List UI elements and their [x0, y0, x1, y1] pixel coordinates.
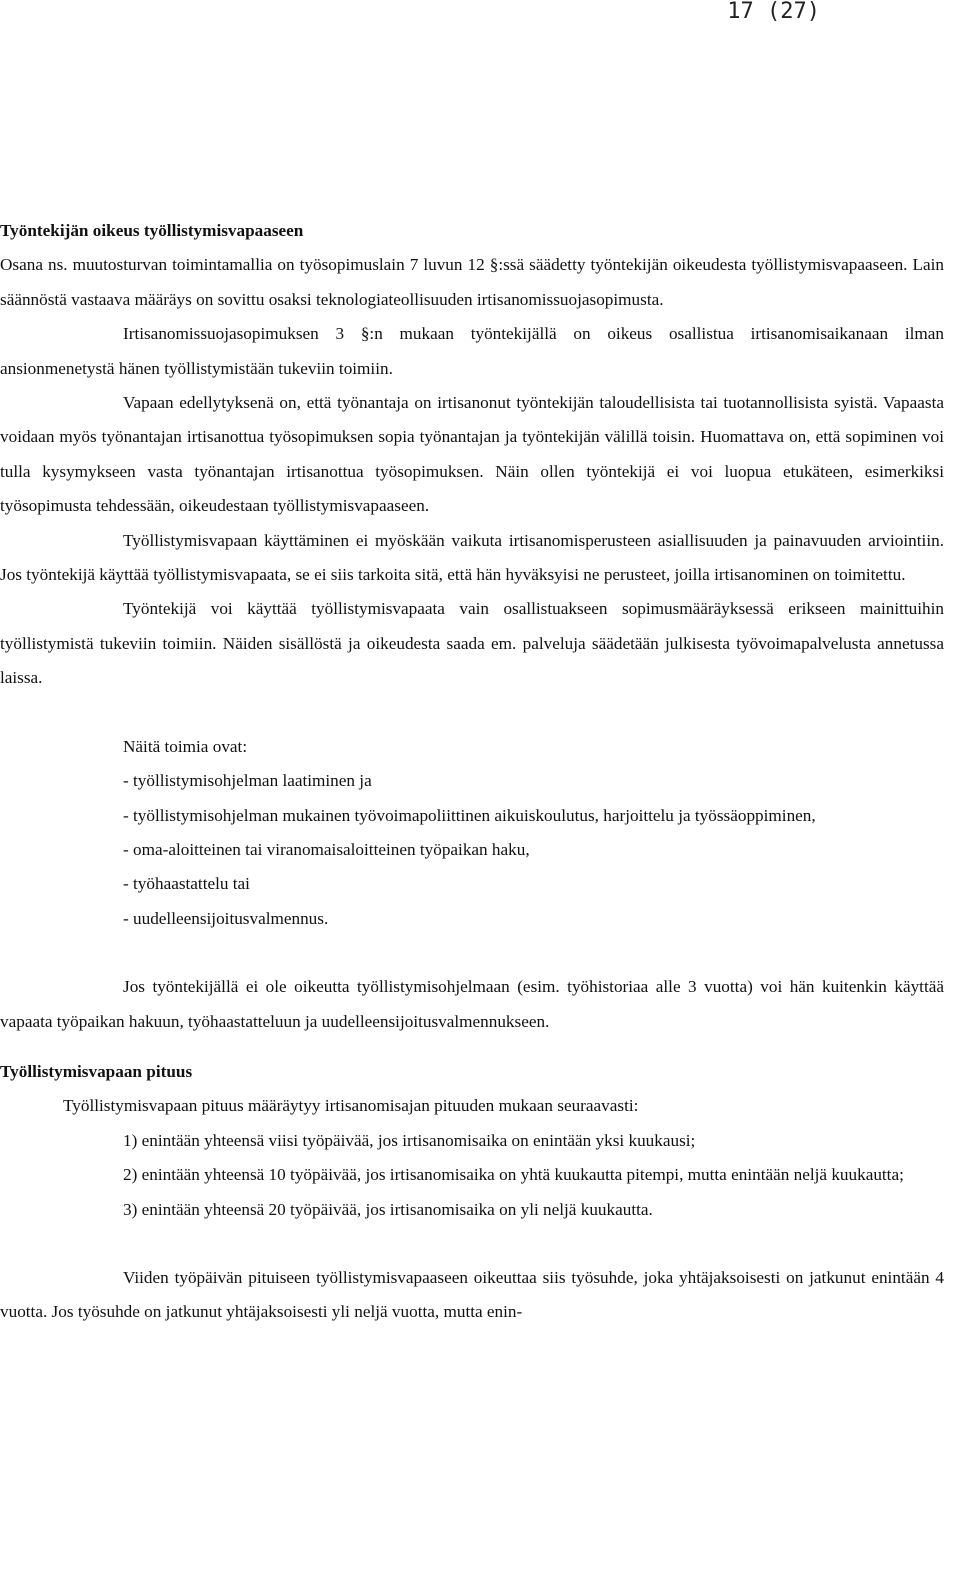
document-body	[0, 214, 944, 1330]
paragraph: Jos työntekijällä ei ole oikeutta työllistymisohjelmaan (esim. työhistoriaa alle 3 vuotta) voi hän kuitenkin käyttää vapaata työpaikan hakuun, työhaastatteluun ja uudelleensijoitusvalmennukseen.	[0, 977, 944, 1031]
spacer	[0, 1039, 944, 1055]
leave-length-list	[0, 1124, 944, 1227]
measures-list	[0, 764, 944, 936]
section-heading-employment-leave: Työntekijän oikeus työllistymisvapaaseen	[0, 221, 304, 240]
spacer	[0, 936, 944, 970]
list-item: - oma-aloitteinen tai viranomaisaloitteinen työpaikan haku,	[123, 839, 530, 859]
list-intro: Näitä toimia ovat:	[123, 736, 248, 756]
page-number: 17 (27)	[727, 0, 820, 24]
paragraph: Vapaan edellytyksenä on, että työnantaja on irtisanonut työntekijän taloudellisista tai tuotannollisista syistä. Vapaasta voidaan myös työnantajan irtisanottua työsopimuksen sopia työnantajan ja työntekijän välillä toisin. Huomattava on, että sopiminen voi tulla kysymykseen vasta työnantajan irtisanottua työsopimuksen. Näin ollen työntekijä ei voi luopua etukäteen, esimerkiksi työsopimusta tehdessään, oikeudestaan työllistymisvapaaseen.	[0, 393, 944, 516]
list-item: - työhaastattelu tai	[123, 874, 250, 894]
list-item: 1) enintään yhteensä viisi työpäivää, jos irtisanomisaika on enintään yksi kuukausi;	[123, 1130, 696, 1150]
paragraph: Työllistymisvapaan pituus määräytyy irtisanomisajan pituuden mukaan seuraavasti:	[63, 1096, 639, 1116]
paragraph: Irtisanomissuojasopimuksen 3 §:n mukaan työntekijällä on oikeus osallistua irtisanomisaikanaan ilman ansionmenetystä hänen työllistymistään tukeviin toimiin.	[0, 324, 944, 378]
paragraph: Osana ns. muutosturvan toimintamallia on työsopimuslain 7 luvun 12 §:ssä säädetty työntekijän oikeudesta työllistymisvapaaseen. Lain säännöstä vastaava määräys on sovittu osaksi teknologiateollisuuden irtisanomissuojasopimusta.	[0, 255, 944, 309]
spacer	[0, 1227, 944, 1261]
paragraph: Viiden työpäivän pituiseen työllistymisvapaaseen oikeuttaa siis työsuhde, joka yhtäjaksoisesti on jatkunut enintään 4 vuotta. Jos työsuhde on jatkunut yhtäjaksoisesti yli neljä vuotta, mutta enin-	[0, 1267, 944, 1322]
section-heading-leave-length: Työllistymisvapaan pituus	[0, 1061, 193, 1081]
list-item: 3) enintään yhteensä 20 työpäivää, jos irtisanomisaika on yli neljä kuukautta.	[123, 1199, 653, 1219]
list-item: - uudelleensijoitusvalmennus.	[123, 908, 329, 928]
list-item: - työllistymisohjelman mukainen työvoimapoliittinen aikuiskoulutus, harjoittelu ja työssäoppiminen,	[123, 805, 816, 825]
paragraph: Työllistymisvapaan käyttäminen ei myöskään vaikuta irtisanomisperusteen asiallisuuden ja painavuuden arviointiin. Jos työntekijä käyttää työllistymisvapaata, se ei siis tarkoita sitä, että hän hyväksyisi ne perusteet, joilla irtisanominen on toimitettu.	[0, 530, 944, 585]
list-item: - työllistymisohjelman laatiminen ja	[123, 771, 372, 791]
paragraph: Työntekijä voi käyttää työllistymisvapaata vain osallistuakseen sopimusmääräyksessä erikseen mainittuihin työllistymistä tukeviin toimiin. Näiden sisällöstä ja oikeudesta saada em. palveluja säädetään julkisesta työvoimapalvelusta annetussa laissa.	[0, 599, 944, 688]
spacer	[0, 696, 944, 730]
list-item: 2) enintään yhteensä 10 työpäivää, jos irtisanomisaika on yhtä kuukautta pitempi, mutta enintään neljä kuukautta;	[123, 1165, 904, 1185]
